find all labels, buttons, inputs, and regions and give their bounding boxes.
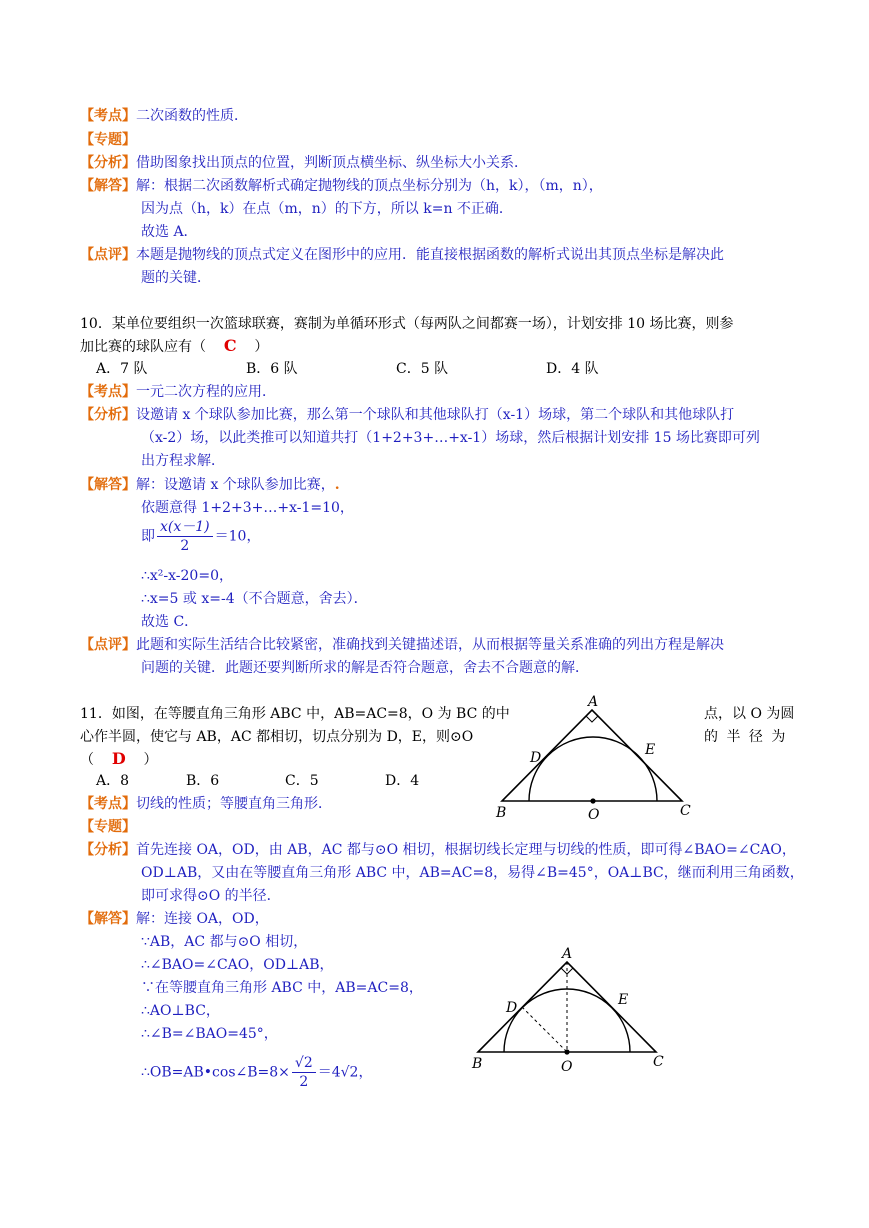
- q10-fenxi-line2: （x-2）场，以此类推可以知道共打（1+2+3+…+x-1）场球，然后根据计划安排 15 场比赛即可列: [141, 430, 760, 446]
- q10-option-b: B．6 队: [246, 361, 298, 377]
- jieda-tag: 【解答】: [80, 911, 136, 927]
- right-angle-mark: [586, 716, 598, 722]
- q10-ji-label: 即: [141, 528, 155, 545]
- q11-jieda-line5: ∴AO⊥BC，: [141, 1003, 220, 1019]
- semicircle: [529, 737, 657, 801]
- fraction-numerator: x(x－1): [157, 518, 213, 537]
- label-e: E: [645, 742, 656, 758]
- fraction-denominator: 2: [180, 538, 190, 554]
- q10-jieda-line2: 依题意得 1+2+3+…+x-1=10，: [141, 500, 354, 516]
- q10-answer: C: [223, 336, 237, 355]
- q11-stem-pre: （: [80, 752, 94, 768]
- q10-stem-line1: 10．某单位要组织一次篮球联赛，赛制为单循环形式（每两队之间都赛一场），计划安排 10 场比赛，则参: [80, 316, 734, 332]
- q10-fraction: [157, 518, 213, 555]
- fenxi-text: 设邀请 x 个球队参加比赛，那么第一个球队和其他球队打（x-1）场球，第二个球队和其他球队打: [136, 407, 735, 423]
- q11-fenxi-line2: OD⊥AB，又由在等腰直角三角形 ABC 中，AB=AC=8，易得∠B=45°，OA⊥BC，继而利用三角函数，: [141, 865, 804, 881]
- kaodian-text: 二次函数的性质．: [136, 108, 248, 124]
- q11-stem-line1: 11．如图，在等腰直角三角形 ABC 中，AB=AC=8，O 为 BC 的中: [80, 706, 510, 722]
- jieda-text: 解：连接 OA，OD，: [136, 911, 269, 927]
- dianping-text: 此题和实际生活结合比较紧密，准确找到关键描述语，从而根据等量关系准确的列出方程是解决: [136, 637, 724, 653]
- q9-jieda-line3: 故选 A．: [141, 224, 198, 240]
- q9-jieda-line: [80, 176, 603, 196]
- q11-ob-text: ∴OB=AB•cos∠B=8×: [141, 1064, 290, 1081]
- q10-jieda-line3: [141, 518, 260, 555]
- kaodian-text: 一元二次方程的应用．: [136, 384, 276, 400]
- fenxi-text: 首先连接 OA，OD，由 AB，AC 都与⊙O 相切，根据切线长定理与切线的性质，即可得∠BAO=∠CAO，: [136, 842, 796, 858]
- q9-dianping-line: [80, 245, 724, 265]
- q10-option-a: A．7 队: [96, 361, 148, 377]
- dianping-tag: 【点评】: [80, 637, 136, 653]
- q11-jieda-line3: ∴∠BAO=∠CAO，OD⊥AB，: [141, 957, 334, 973]
- q11-stem-line2-right: 的 半 径 为: [704, 729, 786, 745]
- label-b: B: [472, 1056, 483, 1072]
- q11-answer: D: [111, 749, 126, 768]
- q10-option-d: D．4 队: [546, 361, 599, 377]
- q11-stem-line1-right: 点，以 O 为圆: [704, 706, 795, 722]
- center-point-o: [590, 798, 595, 803]
- fraction-denominator: 2: [299, 1074, 309, 1090]
- q11-stem-post: ）: [143, 752, 158, 768]
- q11-figure-2: [466, 944, 676, 1076]
- dashed-od: [522, 1007, 567, 1052]
- label-o: O: [561, 1059, 573, 1075]
- zhuanti-tag: 【专题】: [80, 819, 136, 835]
- label-b: B: [496, 805, 507, 821]
- q10-jieda-line4: ∴x²-x-20=0，: [141, 568, 233, 584]
- kaodian-tag: 【考点】: [80, 796, 136, 812]
- q10-kaodian-line: [80, 382, 276, 402]
- label-o: O: [588, 807, 600, 822]
- dianping-tag: 【点评】: [80, 247, 136, 263]
- label-c: C: [680, 803, 691, 819]
- q11-stem-line2: 心作半圆，使它与 AB，AC 都相切，切点分别为 D，E，则⊙O: [80, 729, 474, 745]
- q11-jieda-line: [80, 909, 269, 929]
- q10-stem-line2: [80, 336, 268, 357]
- q11-fenxi-line3: 即可求得⊙O 的半径．: [141, 888, 281, 904]
- q11-jieda-line4: ∵在等腰直角三角形 ABC 中，AB=AC=8，: [141, 980, 423, 996]
- q11-jieda-line2: ∵AB，AC 都与⊙O 相切，: [141, 934, 308, 950]
- kaodian-tag: 【考点】: [80, 108, 136, 124]
- kaodian-text: 切线的性质；等腰直角三角形．: [136, 796, 332, 812]
- q9-jieda-line2: 因为点（h，k）在点（m，n）的下方，所以 k=n 不正确．: [141, 201, 513, 217]
- kaodian-tag: 【考点】: [80, 384, 136, 400]
- q11-fenxi-line: [80, 840, 796, 860]
- jieda-text: 解：根据二次函数解析式确定抛物线的顶点坐标分别为（h，k），（m，n），: [136, 178, 603, 194]
- dianping-text: 本题是抛物线的顶点式定义在图形中的应用．能直接根据函数的解析式说出其顶点坐标是解决此: [136, 247, 724, 263]
- q9-zhuanti-line: [80, 130, 136, 150]
- fenxi-tag: 【分析】: [80, 407, 136, 423]
- label-a: A: [562, 946, 573, 962]
- q11-option-d: D．4: [385, 773, 420, 789]
- zhuanti-tag: 【专题】: [80, 132, 136, 148]
- q10-fenxi-line: [80, 405, 734, 425]
- label-d: D: [530, 750, 542, 766]
- q10-stem-pre: 加比赛的球队应有（: [80, 339, 206, 355]
- q10-fenxi-line3: 出方程求解．: [141, 453, 225, 469]
- label-a: A: [588, 694, 599, 710]
- q9-dianping-line2: 题的关键．: [141, 270, 211, 286]
- q10-jieda-line6: 故选 C．: [141, 614, 199, 630]
- q11-jieda-line6: ∴∠B=∠BAO=45°，: [141, 1026, 278, 1042]
- label-e: E: [618, 992, 629, 1008]
- jieda-text: 解：设邀请 x 个球队参加比赛，: [136, 477, 335, 493]
- fenxi-tag: 【分析】: [80, 842, 136, 858]
- q10-option-c: C．5 队: [396, 361, 449, 377]
- q10-ji-post: ＝10，: [214, 528, 261, 545]
- fenxi-text: 借助图象找出顶点的位置，判断顶点横坐标、纵坐标大小关系．: [136, 155, 528, 171]
- jieda-tag: 【解答】: [80, 178, 136, 194]
- q9-fenxi-line: [80, 153, 528, 173]
- q11-ob-result: ＝4√2，: [317, 1064, 373, 1081]
- q11-zhuanti-line: [80, 817, 136, 837]
- fraction-numerator: √2: [292, 1054, 316, 1073]
- q10-stem-post: ）: [254, 339, 269, 355]
- q11-figure-1: [490, 692, 700, 822]
- q11-fraction: [292, 1054, 316, 1091]
- q11-option-c: C．5: [285, 773, 319, 789]
- q11-jieda-line7: [141, 1054, 372, 1091]
- label-d: D: [506, 1000, 518, 1016]
- q11-stem-line3: [80, 749, 158, 770]
- q10-dianping-line: [80, 635, 724, 655]
- q10-dianping-line2: 问题的关键．此题还要判断所求的解是否符合题意，舍去不合题意的解．: [141, 660, 589, 676]
- q11-option-a: A．8: [96, 773, 130, 789]
- center-point-o: [564, 1049, 569, 1054]
- q10-jieda-line: [80, 475, 340, 495]
- fenxi-tag: 【分析】: [80, 155, 136, 171]
- q10-jieda-line5: ∴x=5 或 x=-4（不合题意，舍去）．: [141, 591, 368, 607]
- q11-option-b: B．6: [186, 773, 220, 789]
- q11-kaodian-line: [80, 794, 332, 814]
- jieda-tag: 【解答】: [80, 477, 136, 493]
- orange-dot: .: [334, 477, 340, 493]
- label-c: C: [653, 1054, 664, 1070]
- q9-kaodian-line: [80, 106, 248, 126]
